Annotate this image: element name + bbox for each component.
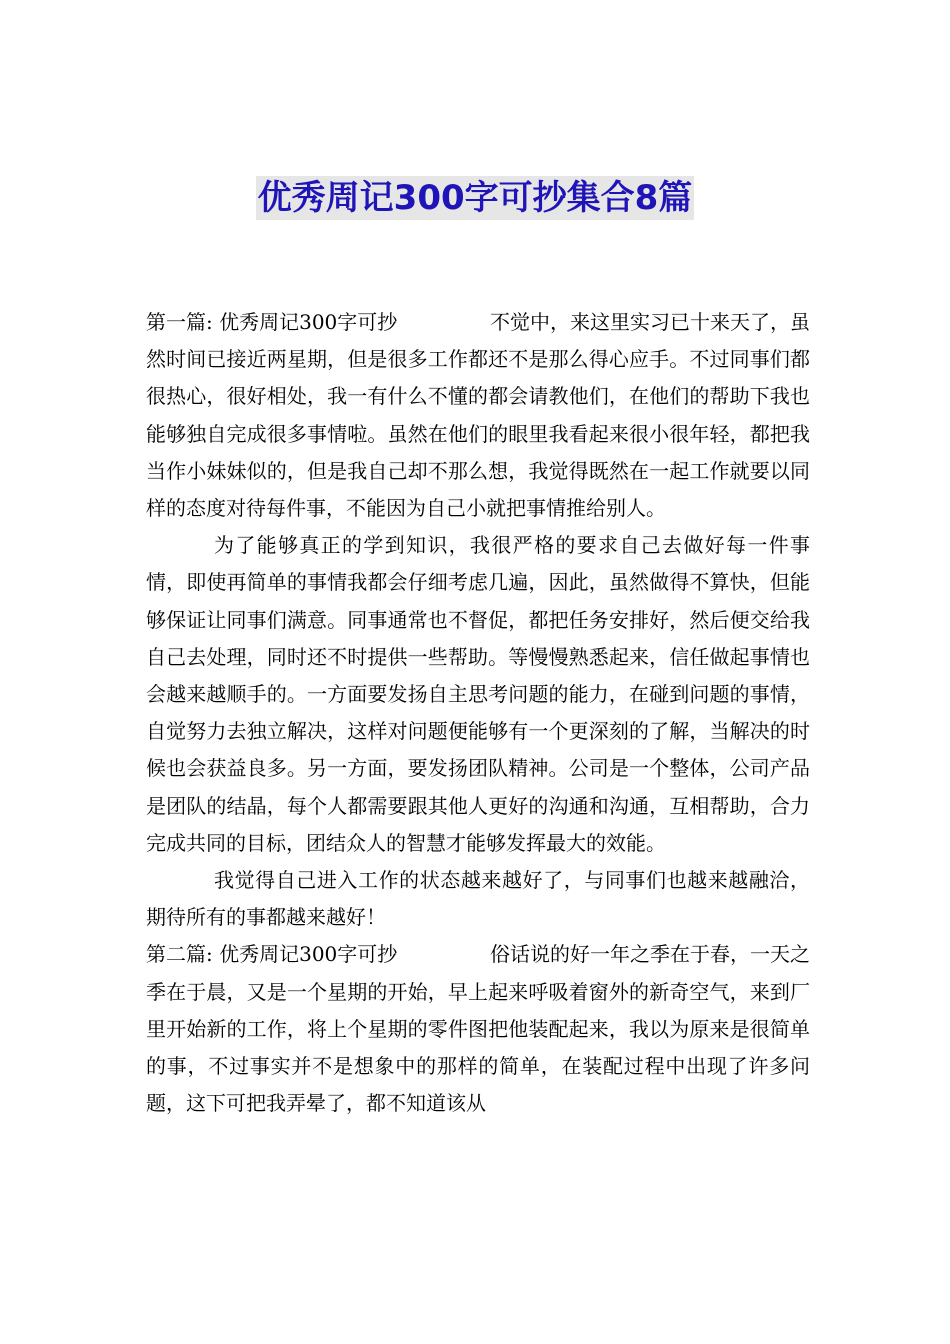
paragraph-text: 俗话说的好一年之季在于春，一天之季在于晨，又是一个星期的开始，早上起来呼吸着窗外的新奇空气，来到厂里开始新的工作，将上个星期的零件图把他装配起来，我以为原来是很简单的事，不过事实并不是想象中的那样的简单，在装配过程中出现了许多问题，这下可把我弄晕了，都不知道该从 (146, 942, 810, 1116)
section-1-paragraph-3: 我觉得自己进入工作的状态越来越好了，与同事们也越来越融洽，期待所有的事都越来越好！ (146, 868, 810, 930)
document-title: 优秀周记300字可抄集合8篇 (257, 178, 693, 218)
section-2-paragraph-1 (146, 936, 810, 1122)
document-body (146, 304, 810, 1122)
title-wrapper (0, 176, 950, 220)
section-1-paragraph-1 (146, 304, 810, 527)
section-1-heading: 第一篇: 优秀周记300字可抄 (146, 310, 398, 334)
section-1-paragraph-2: 为了能够真正的学到知识，我很严格的要求自己去做好每一件事情，即使再简单的事情我都会仔细考虑几遍，因此，虽然做得不算快，但能够保证让同事们满意。同事通常也不督促，都把任务安排好，然后便交给我自己去处理，同时还不时提供一些帮助。等慢慢熟悉起来，信任做起事情也会越来越顺手的。一方面要发扬自主思考问题的能力，在碰到问题的事情，自觉努力去独立解决，这样对问题便能够有一个更深刻的了解，当解决的时候也会获益良多。另一方面，要发扬团队精神。公司是一个整体，公司产品是团队的结晶，每个人都需要跟其他人更好的沟通和沟通，互相帮助，合力完成共同的目标，团结众人的智慧才能够发挥最大的效能。 (146, 533, 810, 855)
section-2-heading: 第二篇: 优秀周记300字可抄 (146, 942, 398, 967)
paragraph-text: 不觉中，来这里实习已十来天了，虽然时间已接近两星期，但是很多工作都还不是那么得心应手。不过同事们都很热心，很好相处，我一有什么不懂的都会请教他们，在他们的帮助下我也能够独自完成很多事情啦。虽然在他们的眼里我看起来很小很年轻，都把我当作小妹妹似的，但是我自己却不那么想，我觉得既然在一起工作就要以同样的态度对待每件事，不能因为自己小就把事情推给别人。 (146, 310, 810, 521)
